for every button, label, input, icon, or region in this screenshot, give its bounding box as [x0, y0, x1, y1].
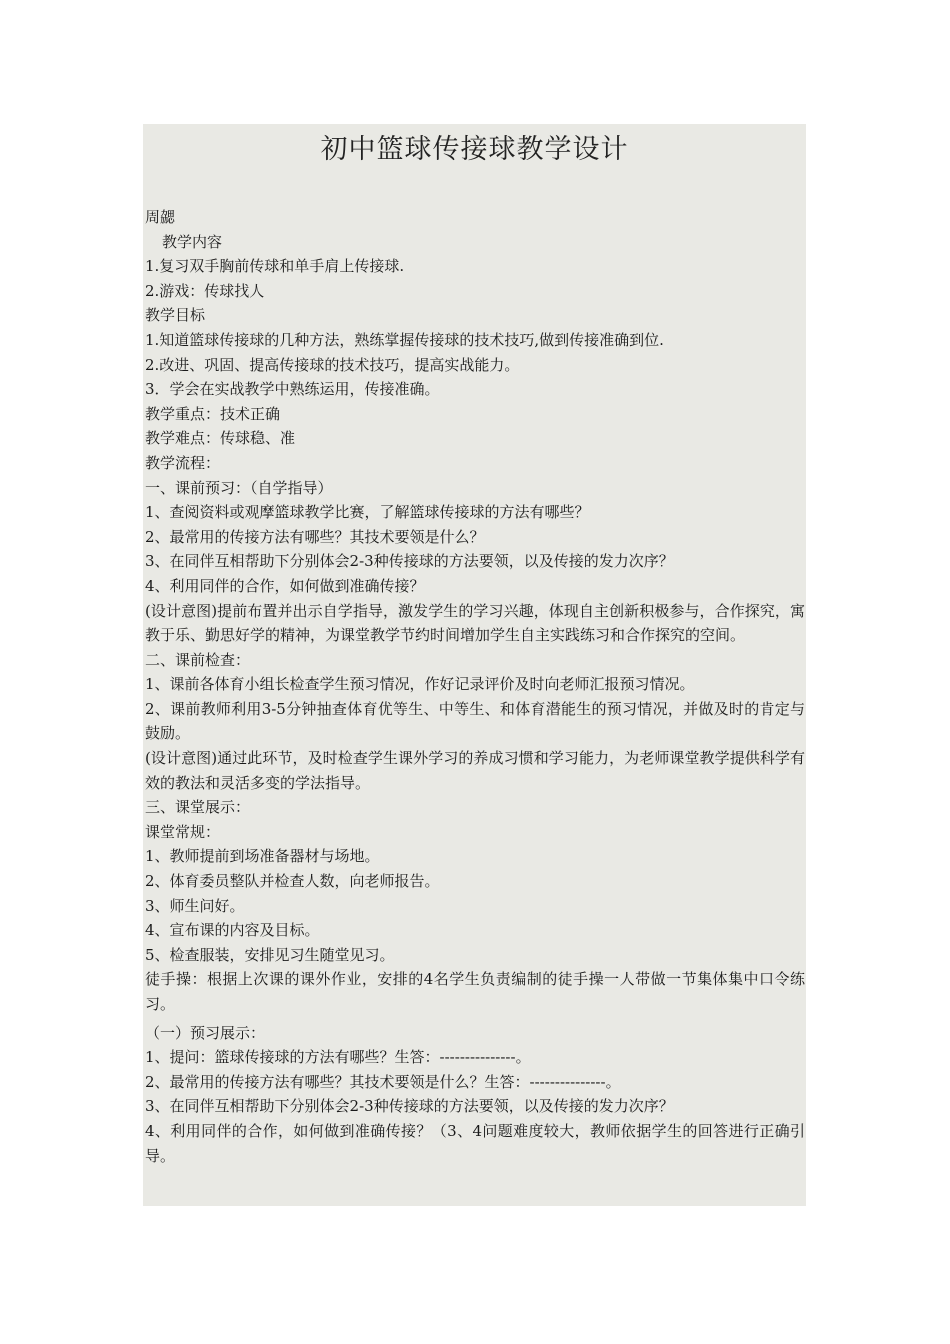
paragraph: 1.复习双手胸前传球和单手肩上传接球.: [145, 257, 405, 276]
author-line: 周勰: [145, 208, 176, 226]
paragraph: 3、在同伴互相帮助下分别体会2-3种传接球的方法要领，以及传接的发力次序？: [145, 552, 674, 571]
paragraph: 3．学会在实战教学中熟练运用，传接准确。: [145, 380, 440, 399]
paragraph: 一、课前预习：（自学指导）: [145, 478, 333, 497]
paragraph: 1.知道篮球传接球的几种方法，熟练掌握传接球的技术技巧,做到传接准确到位.: [145, 330, 664, 349]
document-title: 初中篮球传接球教学设计: [320, 134, 629, 165]
paragraph: 课堂常规：: [145, 822, 221, 841]
paragraph: 2、最常用的传接方法有哪些？其技术要领是什么？: [145, 527, 485, 546]
paragraph: 1、课前各体育小组长检查学生预习情况，作好记录评价及时向老师汇报预习情况。: [145, 675, 695, 694]
paragraph: 2.改进、巩固、提高传接球的技术技巧，提高实战能力。: [145, 355, 520, 374]
paragraph: 3、师生问好。: [145, 896, 245, 915]
paragraph: 2、课前教师利用3-5分钟抽查体育优等生、中等生、和体育潜能生的预习情况，并做及时的肯定与鼓励。: [145, 699, 805, 743]
paragraph: 1、查阅资料或观摩篮球教学比赛，了解篮球传接球的方法有哪些？: [145, 503, 590, 522]
paragraph: 徒手操：根据上次课的课外作业，安排的4名学生负责编制的徒手操一人带做一节集体集中口令练习。: [145, 970, 805, 1013]
paragraph: 教学难点：传球稳、准: [145, 429, 296, 448]
paragraph: 1、提问：篮球传接球的方法有哪些？生答：---------------。: [145, 1048, 531, 1067]
document-body: [145, 205, 805, 1168]
paragraph: 2.游戏：传球找人: [145, 281, 265, 300]
paragraph: 4、利用同伴的合作，如何做到准确传接？: [145, 576, 425, 595]
paragraph: 教学流程：: [145, 453, 221, 472]
paragraph: 教学目标: [145, 306, 206, 325]
paragraph: 2、最常用的传接方法有哪些？其技术要领是什么？生答：---------------。: [145, 1072, 621, 1091]
paragraph: 教学重点：技术正确: [145, 404, 281, 423]
paragraph: (设计意图)通过此环节，及时检查学生课外学习的养成习惯和学习能力，为老师课堂教学提供科学有效的教法和灵活多变的学法指导。: [145, 749, 805, 792]
paragraph: 三、课堂展示：: [145, 798, 251, 817]
paragraph: 3、在同伴互相帮助下分别体会2-3种传接球的方法要领，以及传接的发力次序？: [145, 1097, 674, 1116]
paragraph: (设计意图)提前布置并出示自学指导，激发学生的学习兴趣，体现自主创新积极参与，合作探究，寓教于乐、勤思好学的精神，为课堂教学节约时间增加学生自主实践练习和合作探究的空间。: [145, 601, 805, 645]
paragraph: 5、检查服装，安排见习生随堂见习。: [145, 945, 395, 964]
paragraph: 1、教师提前到场准备器材与场地。: [145, 847, 380, 866]
paragraph: 2、体育委员整队并检查人数，向老师报告。: [145, 872, 440, 891]
paragraph: 二、课前检查：: [145, 650, 251, 669]
paragraph: 4、宣布课的内容及目标。: [145, 921, 320, 940]
paragraph: 4、利用同伴的合作，如何做到准确传接？（3、4问题难度较大，教师依据学生的回答进行正确引导。: [145, 1121, 805, 1165]
paragraph: 教学内容: [162, 232, 223, 251]
paragraph: （一）预习展示：: [145, 1023, 266, 1042]
